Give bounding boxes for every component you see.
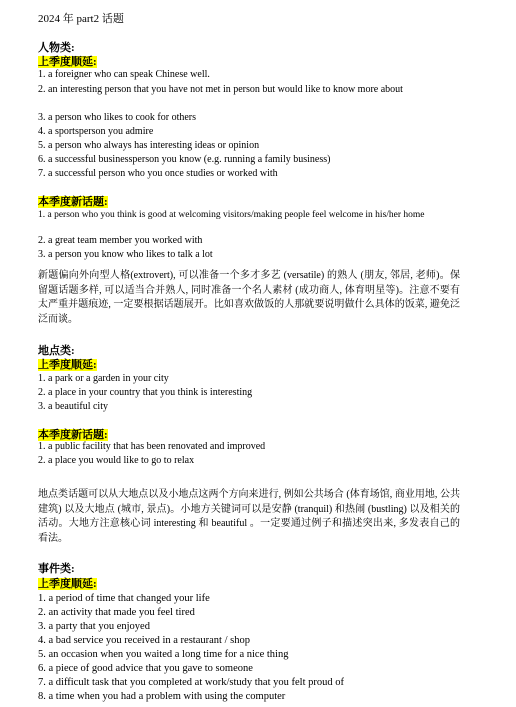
- people-heading: 人物类:: [38, 42, 75, 54]
- list-item: 4. a bad service you received in a restaurant / shop: [38, 635, 250, 646]
- list-item: 3. a person you know who likes to talk a lot: [38, 249, 213, 260]
- list-item: 2. an activity that made you feel tired: [38, 607, 195, 618]
- list-item: 1. a foreigner who can speak Chinese well.: [38, 69, 210, 80]
- list-item: 7. a difficult task that you completed at work/study that you felt proud of: [38, 677, 344, 688]
- places-carryover-heading: 上季度顺延:: [38, 359, 97, 371]
- list-item: 5. a person who always has interesting ideas or opinion: [38, 140, 260, 151]
- list-item: 2. a place in your country that you think is interesting: [38, 387, 253, 398]
- people-new-heading: 本季度新话题:: [38, 196, 108, 208]
- list-item: 2. a place you would like to go to relax: [38, 455, 195, 466]
- list-item: 5. an occasion when you waited a long time for a nice thing: [38, 649, 289, 660]
- people-note: 新题偏向外向型人格(extrovert), 可以准备一个多才多艺 (versatile) 的熟人 (朋友, 邻居, 老师)。保留题话题多样, 可以适当合并熟人, 同时准备一个名人素材 (成功商人, 体育明星等)。注意不要有太严重并题痕迹, 一定要根据话题展开。比如喜欢做饭的人那就要说明做什么具体的饭菜, 避免泛泛而谈。: [38, 270, 460, 325]
- places-heading: 地点类:: [38, 345, 75, 357]
- list-item: 3. a person who likes to cook for others: [38, 112, 197, 123]
- list-item: 8. a time when you had a problem with using the computer: [38, 691, 286, 702]
- list-item: 6. a piece of good advice that you gave to someone: [38, 663, 253, 674]
- list-item: 4. a sportsperson you admire: [38, 126, 154, 137]
- places-note: 地点类话题可以从大地点以及小地点这两个方向来进行, 例如公共场合 (体育场馆, 商业用地, 公共建筑) 以及大地点 (城市, 景点)。小地方关键词可以是安静 (tranquil) 和热闹 (bustling) 以及相关的活动。大地方注意核心词 interesting 和 beautiful 。一定要通过例子和描述突出来, 多发表自己的看法。: [38, 489, 460, 544]
- list-item: 3. a beautiful city: [38, 401, 108, 412]
- list-item: 1. a park or a garden in your city: [38, 373, 169, 384]
- list-item: 2. an interesting person that you have not met in person but would like to know more about: [38, 84, 403, 95]
- list-item: 3. a party that you enjoyed: [38, 621, 150, 632]
- list-item: 7. a successful person who you once studies or worked with: [38, 168, 278, 179]
- list-item: 1. a public facility that has been renovated and improved: [38, 441, 266, 452]
- list-item: 1. a period of time that changed your life: [38, 593, 210, 604]
- list-item: 6. a successful businessperson you know (e.g. running a family business): [38, 154, 331, 165]
- events-heading: 事件类:: [38, 563, 75, 575]
- list-item: 2. a great team member you worked with: [38, 235, 203, 246]
- events-carryover-heading: 上季度顺延:: [38, 578, 97, 590]
- document-title: 2024 年 part2 话题: [38, 13, 124, 25]
- people-carryover-heading: 上季度顺延:: [38, 56, 97, 68]
- places-new-heading: 本季度新话题:: [38, 429, 108, 441]
- list-item: 1. a person who you think is good at welcoming visitors/making people feel welcome in his/her home: [38, 210, 425, 220]
